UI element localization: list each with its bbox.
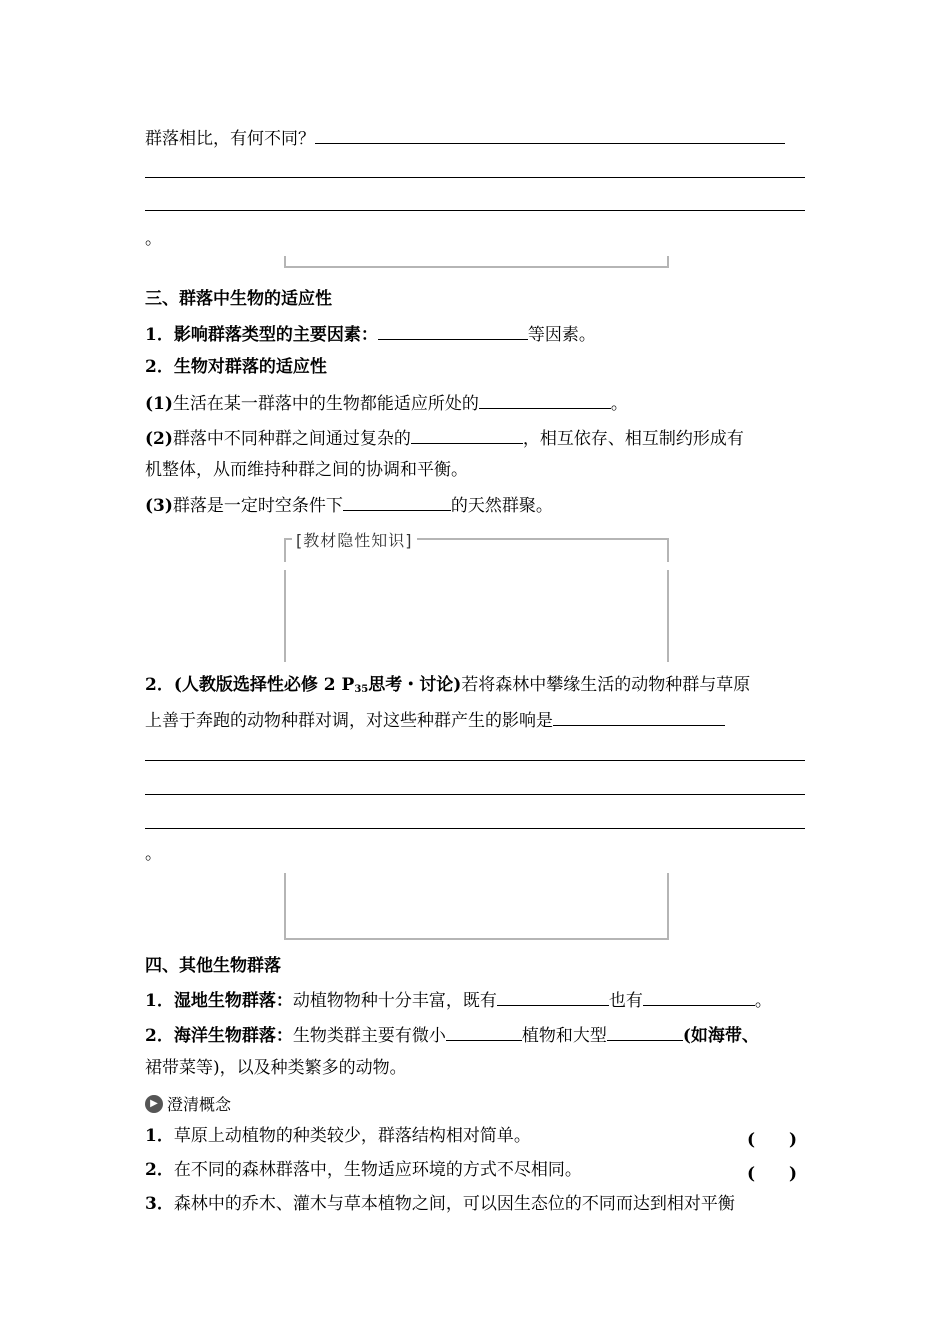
answer-blank[interactable] bbox=[315, 126, 785, 144]
judgment-answer-paren[interactable]: ( ) bbox=[747, 1130, 798, 1150]
section-title: 四、其他生物群落 bbox=[145, 956, 281, 976]
answer-blank[interactable] bbox=[553, 708, 725, 726]
answer-rule[interactable] bbox=[145, 177, 805, 178]
answer-blank[interactable] bbox=[446, 1023, 522, 1041]
play-icon: ▶ bbox=[145, 1095, 163, 1113]
answer-blank[interactable] bbox=[479, 391, 611, 409]
question-1: 1．影响群落类型的主要因素： 等因素。 bbox=[145, 322, 596, 346]
point-3: (3)群落是一定时空条件下 的天然群聚。 bbox=[145, 493, 553, 517]
judgment-answer-paren[interactable]: ( ) bbox=[747, 1164, 798, 1184]
answer-blank[interactable] bbox=[343, 493, 451, 511]
answer-blank[interactable] bbox=[378, 322, 528, 340]
answer-blank[interactable] bbox=[497, 988, 609, 1006]
answer-blank[interactable] bbox=[607, 1023, 683, 1041]
question-1: 1．湿地生物群落：动植物物种十分丰富，既有 也有 。 bbox=[145, 988, 772, 1012]
hidden-knowledge-box-sides bbox=[284, 570, 669, 662]
hidden-knowledge-box-bottom bbox=[284, 873, 669, 940]
point-2: (2)群落中不同种群之间通过复杂的 ，相互依存、相互制约形成有 bbox=[145, 426, 744, 450]
clarify-heading: ▶ 澄清概念 bbox=[145, 1092, 231, 1115]
judgment-item: 2．在不同的森林群落中，生物适应环境的方式不尽相同。 bbox=[145, 1160, 582, 1180]
answer-line-intro: 群落相比，有何不同？ bbox=[145, 126, 785, 150]
answer-rule[interactable] bbox=[145, 210, 805, 211]
answer-blank[interactable] bbox=[411, 426, 523, 444]
bracket-box-bottom bbox=[284, 256, 669, 268]
question-2: 2．海洋生物群落：生物类群主要有微小 植物和大型 (如海带、 bbox=[145, 1023, 759, 1047]
discussion-question: 2．(人教版选择性必修 2 $P_{35}$思考・讨论)若将森林中攀缘生活的动物种群与草原 bbox=[145, 675, 751, 695]
discussion-question-cont: 上善于奔跑的动物种群对调，对这些种群产生的影响是 bbox=[145, 708, 725, 732]
answer-rule[interactable] bbox=[145, 828, 805, 829]
answer-end-period: 。 bbox=[145, 844, 162, 864]
answer-end-period: 。 bbox=[145, 229, 162, 249]
judgment-item: 1．草原上动植物的种类较少，群落结构相对简单。 bbox=[145, 1126, 531, 1146]
point-1: (1)生活在某一群落中的生物都能适应所处的 。 bbox=[145, 391, 628, 415]
hidden-knowledge-label: [教材隐性知识] bbox=[292, 528, 417, 551]
judgment-item: 3．森林中的乔木、灌木与草本植物之间，可以因生态位的不同而达到相对平衡 bbox=[145, 1194, 735, 1214]
answer-blank[interactable] bbox=[643, 988, 755, 1006]
section-title: 三、群落中生物的适应性 bbox=[145, 289, 332, 309]
point-2-cont: 机整体，从而维持种群之间的协调和平衡。 bbox=[145, 460, 468, 480]
answer-rule[interactable] bbox=[145, 760, 805, 761]
question-2-title: 2．生物对群落的适应性 bbox=[145, 357, 327, 377]
answer-rule[interactable] bbox=[145, 794, 805, 795]
question-2-cont: 裙带菜等)，以及种类繁多的动物。 bbox=[145, 1058, 407, 1078]
